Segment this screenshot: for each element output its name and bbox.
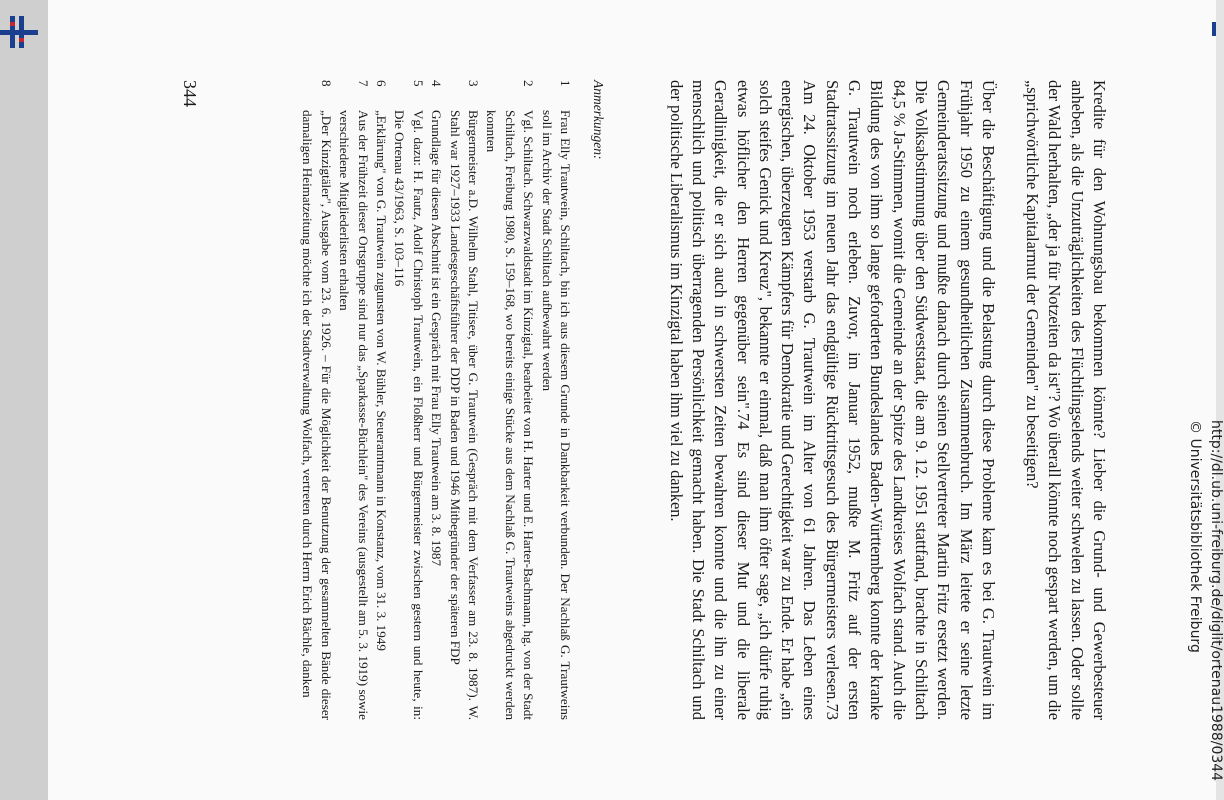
note-number: 8 [318,80,334,87]
note-number: 2 [521,80,537,87]
note-item [537,80,574,720]
note-item [445,80,482,720]
source-footer [1184,420,1224,781]
edge-mark [1212,22,1216,36]
note-number: 1 [558,80,573,87]
body-text [664,80,1110,720]
note-number: 6 [373,80,389,87]
note-item [482,80,537,720]
note-number: 4 [429,80,445,87]
note-text: Bürgermeister a.D. Wilhelm Stahl, Titisee, über G. Trautwein (Gespräch mit dem Verfasser am 23. 8. 1987). W. Stahl war 1927–1933 Landesgeschäftsführer der DDP in Baden und 1946 Mitbegründer der späteren FDP [447,110,481,720]
copyright-notice: © Universitätsbibliothek Freiburg [1187,420,1203,653]
note-item [372,80,390,720]
notes-list [298,80,574,720]
source-url-link[interactable]: http://dl.ub.uni-freiburg.de/diglit/ortenau1988/0344 [1208,420,1224,782]
note-item [390,80,427,720]
rotated-page-content [110,80,1110,720]
note-number: 3 [465,80,481,87]
note-text: Aus der Frühzeit dieser Ortsgruppe sind nur das „Sparkasse-Büchlein" des Vereins (ausgestellt am 5. 3. 1919) sowie verschiedene Mitgliederlisten erhalten [337,110,371,720]
note-text: Vgl. dazu: H. Fautz, Adolf Christoph Trautwein, ein Floßherr und Bürgermeister zwischen gestern und heute, in: Die Ortenau 43/1963, S. 103–116 [392,110,426,720]
note-item [427,80,445,720]
paragraph: Kredite für den Wohnungsbau bekommen könnte? Lieber die Grund- und Gewerbesteuer anheben, als die Unzuträglichkeiten des Flüchtlingselends weiter schwelen zu lassen. Oder sollte der Wald herhalten, „der ja für Notzeiten da ist"? Wo überall könnte noch gespart werden, um die „sprichwörtliche Kapitalarmut der Gemeinden" zu beseitigen? [1023,80,1109,720]
page-number: 344 [180,80,200,107]
note-text: „Erklärung" von G. Trautwein zugunsten von W. Bühler, Steueramtmann in Konstanz, vom 31. 3. 1949 [373,110,389,651]
notes-heading: Anmerkungen: [591,80,606,160]
paragraph: Über die Beschäftigung und die Belastung durch diese Probleme kam es bei G. Trautwein im Frühjahr 1950 zu einem gesundheitlichen Zusammenbruch. Im März leitete er seine letzte Gemeinderatssitzung und mußte danach durch seinen Stellvertreter Martin Fritz ersetzt werden. Die Volksabstimmung über den Südweststaat, die am 9. 12. 1951 stattfand, brachte in Schiltach 84,5 % Ja-Stimmen, womit die Gemeinde an der Spitze des Landkreises Wolfach stand. Auch die Bildung des von ihm so lange geforderten Bundeslandes Baden-Württemberg konnte der kranke G. Trautwein noch erleben. Zuvor, im Januar 1952, mußte M. Fritz auf der ersten Stadtratssitzung im neuen Jahr das endgültige Rücktrittsgesuch des Bürgermeisters verlesen.73 Am 24. Oktober 1953 verstarb G. Trautwein im Alter von 61 Jahren. Das Leben eines energischen, überzeugten Kämpfers für Demokratie und Gerechtigkeit war zu Ende. Er habe „ein solch steifes Genick und Kreuz", bekannte er einmal, daß man ihm öfter sage, „ich dürfe ruhig etwas höflicher den Herren gegenüber sein".74 Es sind dieser Mut und die liberale Geradlinigkeit, die er sich auch in schwersten Zeiten bewahren konnte und die ihn zu einer menschlich und politisch überragenden Persönlichkeit gemacht haben. Die Stadt Schiltach und der politische Liberalismus im Kinzigtal haben ihm viel zu danken. [666,80,998,720]
note-text: Grundlage für diesen Abschnitt ist ein Gespräch mit Frau Elly Trautwein am 3. 8. 1987 [429,110,445,567]
note-number: 7 [355,80,371,87]
library-logo-icon [0,12,40,52]
note-number: 5 [410,80,426,87]
note-text: Vgl. Schiltach. Schwarzwaldstadt im Kinzigtal, bearbeitet von H. Harter und E. Harter-Bachmann, hg. von der Stadt Schiltach, Freiburg 1980, S. 159–168, wo bereits einige Stücke aus dem Nachlaß G. Trautweins abgedruckt werden konnten [484,110,537,720]
note-item [298,80,335,720]
note-item [335,80,372,720]
scanner-margin [0,0,48,800]
note-text: „Der Kinzigtäler", Ausgabe vom 23. 6. 1926. – Für die Möglichkeit der Benutzung der gesammelten Bände dieser damaligen Heimatzeitung möchte ich der Stadtverwaltung Wolfach, vertreten durch Herrn Erich Bächle, danken [300,110,334,720]
note-text: Frau Elly Trautwein, Schiltach, bin ich aus diesem Grunde in Dankbarkeit verbunden. Der Nachlaß G. Trautweins soll im Archiv der Stadt Schiltach aufbewahrt werden [539,110,573,720]
